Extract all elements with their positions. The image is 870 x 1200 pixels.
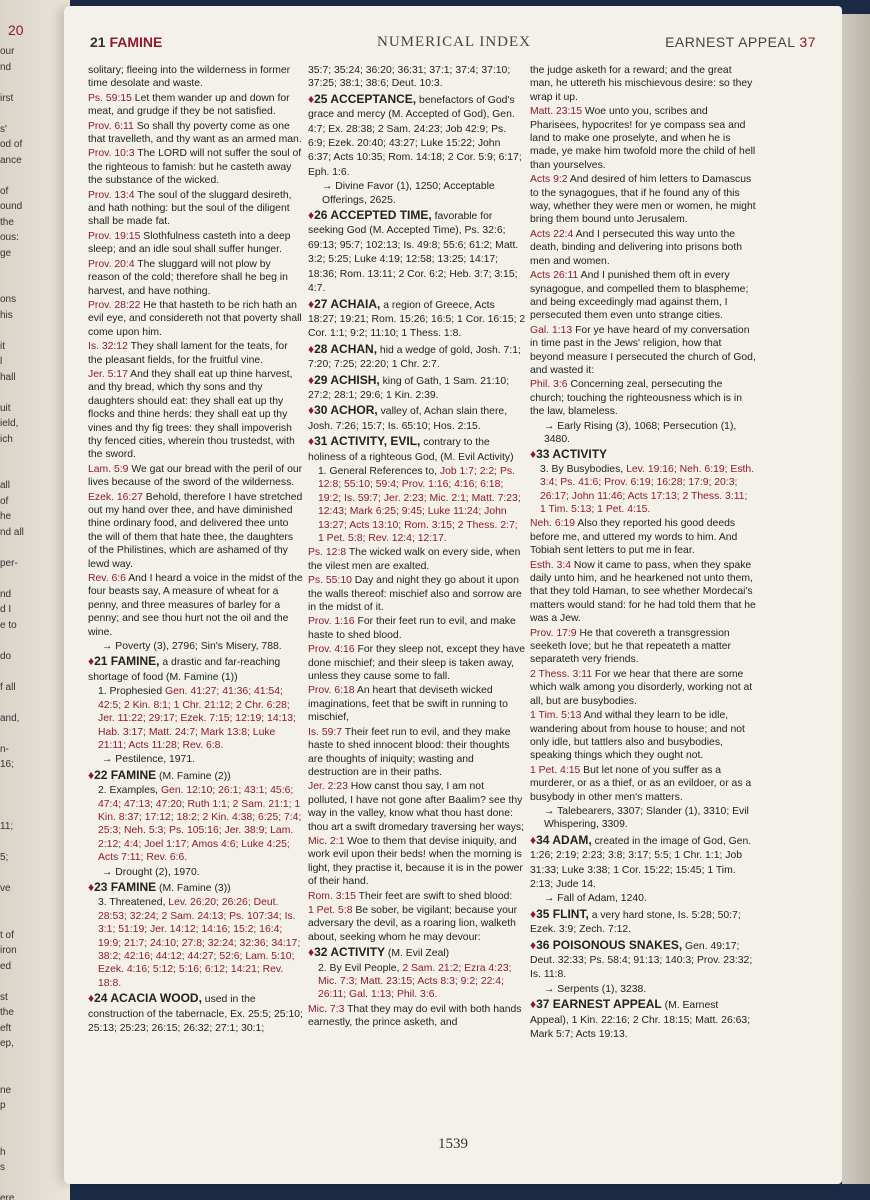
left-page-fragment: t of <box>0 929 14 941</box>
verse-quote <box>308 615 526 642</box>
subentry-label: 2. Examples, <box>98 785 161 797</box>
left-page-fragment: all <box>0 480 11 491</box>
verse-quote <box>88 572 304 639</box>
left-page-fragment: ound <box>0 201 23 212</box>
verse-quote <box>530 105 756 172</box>
page-number: 1539 <box>438 1136 468 1152</box>
diamond-icon: ♦ <box>308 208 315 223</box>
verse-quote <box>530 627 756 667</box>
index-entry-heading <box>88 881 304 895</box>
verse-ref: Ezek. 16:27 <box>88 491 146 503</box>
verse-quote <box>88 230 304 257</box>
index-entry-heading <box>308 374 526 403</box>
left-page-fragment: it <box>0 340 5 352</box>
diamond-icon: ♦ <box>308 945 315 960</box>
left-page-fragment: nd all <box>0 526 24 538</box>
verse-text: And they shall eat up thine harvest, and thy bread, which thy sons and thy daughters should eat: they shall eat up thy flocks and thine herds: they shall eat up thy vines and thy fig trees: they shall impoverish thy fenced cities, wherein thou trustedst, with the sword. <box>88 368 295 461</box>
verse-ref: Prov. 6:18 <box>308 685 357 697</box>
verse-ref: Mic. 2:1 <box>308 835 348 847</box>
entry-description: (M. Earnest Appeal), 1 Kin. 22:16; 2 Chr. 18:15; Matt. 26:63; Mark 5:7; Acts 19:13. <box>530 1000 751 1041</box>
left-page-number: 20 <box>8 22 24 38</box>
verse-ref: Acts 9:2 <box>530 174 570 186</box>
index-entry-heading <box>308 93 526 179</box>
verse-text: Now it came to pass, when they spake daily unto him, and he hearkened not unto them, that they told Haman, to see whether Mordecai's matters would stand: for he had told them that he was a Jew. <box>530 559 756 625</box>
header-left-title: FAMINE <box>109 34 163 50</box>
index-subentry <box>88 784 304 864</box>
left-page-fragment: ance <box>0 154 22 166</box>
subentry-refs: Lev. 19:16; Neh. 6:19; Esth. 3:4; Ps. 41:6; Prov. 6:19; 16:28; 17:9; 20:3; 26:17; John 11:46; Acts 17:13; 2 Thess. 3:11; 1 Tim. 5:13; 1 Pet. 4:15. <box>540 463 755 515</box>
cross-reference: → Poverty (3), 2796; Sin's Misery, 788. <box>102 641 282 653</box>
verse-quote <box>308 835 526 889</box>
verse-text: He that hasteth to be rich hath an evil eye, and considereth not that poverty shall come upon him. <box>88 299 302 338</box>
verse-text: The soul of the sluggard desireth, and hath nothing: but the soul of the diligent shall be made fat. <box>88 189 292 228</box>
verse-quote <box>88 368 304 462</box>
verse-quote <box>308 643 526 683</box>
left-page-fragment: ed <box>0 960 12 972</box>
subentry-label: 3. Threatened, <box>98 897 169 909</box>
verse-quote <box>88 299 304 339</box>
left-page-fragment: our <box>0 46 15 57</box>
left-page-fragment: 5; <box>0 852 9 863</box>
index-subentry <box>530 463 756 517</box>
left-page-fragment: f all <box>0 681 16 693</box>
verse-ref: Rom. 3:15 <box>308 890 359 902</box>
diamond-icon: ♦ <box>88 767 95 782</box>
column-2 <box>308 64 526 1031</box>
index-entry-heading <box>308 209 526 295</box>
verse-text: And I heard a voice in the midst of the four beasts say, A measure of wheat for a penny, and three measures of barley for a penny; and see thou hurt not the oil and the wine. <box>88 573 303 638</box>
verse-ref: Acts 26:11 <box>530 270 581 282</box>
index-subentry <box>308 465 526 545</box>
left-page-fragment: od of <box>0 139 23 150</box>
page-edge <box>842 14 870 1184</box>
diamond-icon: ♦ <box>530 906 537 921</box>
verse-text: So shall thy poverty come as one that travelleth, and thy want as an armed man. <box>88 120 302 146</box>
verse-ref: Is. 59:7 <box>308 726 345 738</box>
left-page-fragment: ich <box>0 433 13 445</box>
left-page-fragment: st <box>0 991 8 1003</box>
diamond-icon: ♦ <box>88 991 95 1006</box>
verse-ref: Rev. 6:6 <box>88 573 129 585</box>
diamond-icon: ♦ <box>88 654 95 669</box>
entry-title: 30 ACHOR, <box>314 403 378 418</box>
verse-quote <box>308 904 526 944</box>
verse-ref: Ps. 12:8 <box>308 547 349 559</box>
left-page-fragment: ve <box>0 883 11 894</box>
verse-text: For ye have heard of my conversation in time past in the Jews' religion, how that beyond measure I persecuted the church of God, and wasted it: <box>530 324 756 376</box>
verse-ref: Phil. 3:6 <box>530 379 571 391</box>
index-entry-heading <box>530 834 756 892</box>
verse-ref: Prov. 13:4 <box>88 189 138 201</box>
entry-title: 23 FAMINE <box>94 879 157 894</box>
entry-description: created in the image of God, Gen. 1:26; 2:19; 2:23; 3:8; 3:17; 5:5; 1 Chr. 1:1; Job 31:33; Luke 3:38; 1 Cor. 15:22; 15:45; 1 Tim. 2:13; Jude 14. <box>530 835 752 890</box>
index-entry-heading <box>530 908 756 937</box>
verse-text: The wicked walk on every side, when the vilest men are exalted. <box>308 547 521 572</box>
index-subentry <box>308 962 526 1002</box>
text-continuation: 35:7; 35:24; 36:20; 36:31; 37:1; 37:4; 37:10; 37:25; 38:1; 38:6; Deut. 10:3. <box>308 65 511 90</box>
left-page-fragment: do <box>0 650 12 662</box>
entry-title: 37 EARNEST APPEAL <box>536 997 662 1012</box>
entry-description: valley of, Achan slain there, Josh. 7:26; 15:7; Is. 65:10; Hos. 2:15. <box>308 406 508 432</box>
verse-text: Woe to them that devise iniquity, and work evil upon their beds! when the morning is light, they practise it, because it is in the power of their hand. <box>308 835 523 888</box>
subentry-label: 3. By Busybodies, <box>540 463 627 475</box>
verse-quote <box>88 189 304 229</box>
left-page-fragment: iron <box>0 945 17 956</box>
entry-title: 34 ADAM, <box>536 832 592 847</box>
verse-quote <box>308 684 526 724</box>
entry-title: 26 ACCEPTED TIME, <box>314 208 432 223</box>
verse-ref: Prov. 17:9 <box>530 627 580 639</box>
verse-ref: Prov. 20:4 <box>88 258 138 270</box>
verse-quote <box>530 764 756 804</box>
verse-quote <box>530 559 756 626</box>
verse-text: And withal they learn to be idle, wandering about from house to house; and not only idle, but tattlers also and busybodies, speaking things which they ought not. <box>530 710 745 762</box>
entry-title: 22 FAMINE <box>94 767 157 782</box>
verse-text: The sluggard will not plow by reason of the cold; therefore shall he beg in harvest, and have nothing. <box>88 258 288 297</box>
entry-description: king of Gath, 1 Sam. 21:10; 27:2; 28:1; 29:6; 1 Kin. 2:39. <box>308 375 510 401</box>
index-entry-heading <box>530 998 756 1041</box>
cross-reference: → Early Rising (3), 1068; Persecution (1), 3480. <box>544 420 737 445</box>
verse-quote <box>88 340 304 367</box>
verse-text: For their feet run to evil, and make haste to shed blood. <box>308 616 516 641</box>
cross-reference: → Serpents (1), 3238. <box>544 983 647 995</box>
index-entry-heading <box>88 655 304 684</box>
verse-ref: Prov. 28:22 <box>88 299 144 311</box>
text-continuation: the judge asketh for a reward; and the great man, he uttereth his mischievous desire: so they wrap it up. <box>530 65 753 103</box>
verse-ref: 1 Tim. 5:13 <box>530 710 584 722</box>
left-page-fragment: h <box>0 1146 6 1158</box>
entry-description: favorable for seeking God (M. Accepted Time), Ps. 32:6; 69:13; 95:7; 102:13; Is. 49:8; 55:6; 61:2; Matt. 3:2; 5:25; Luke 4:19; 12:58; 13:25; 14:17; 18:36; Rom. 13:11; 2 Cor. 6:2; Heb. 3:7; 3:15; 4:7. <box>308 211 519 295</box>
verse-quote <box>530 228 756 268</box>
left-page-fragment: ne <box>0 1084 12 1096</box>
diamond-icon: ♦ <box>308 341 315 356</box>
column-1 <box>88 64 304 1036</box>
entry-title: 28 ACHAN, <box>314 341 378 356</box>
index-entry-heading <box>530 448 756 461</box>
verse-ref: Jer. 2:23 <box>308 781 351 793</box>
verse-ref: Ps. 59:15 <box>88 92 135 104</box>
left-page-fragment: ons <box>0 294 17 305</box>
left-page-fragment: ge <box>0 247 12 259</box>
verse-text: Let them wander up and down for meat, and grudge if they be not satisfied. <box>88 92 290 118</box>
verse-quote <box>308 546 526 573</box>
diamond-icon: ♦ <box>308 403 315 418</box>
verse-text: For we hear that there are some which walk among you disorderly, working not at all, but are busybodies. <box>530 668 753 707</box>
index-entry-heading <box>530 939 756 982</box>
verse-ref: 1 Pet. 4:15 <box>530 764 584 776</box>
left-page-fragment: d I <box>0 604 12 615</box>
left-page-fragment: s <box>0 1162 5 1173</box>
entry-description: a very hard stone, Is. 5:28; 50:7; Ezek. 3:9; Zech. 7:12. <box>530 909 741 936</box>
left-page-fragment: e to <box>0 619 17 631</box>
verse-quote <box>308 726 526 780</box>
verse-quote <box>308 890 526 903</box>
subentry-refs: Gen. 12:10; 26:1; 43:1; 45:6; 47:4; 47:13; 47:20; Ruth 1:1; 2 Sam. 21:1; 1 Kin. 8:37; 17:12; 18:2; 2 Kin. 4:38; 6:25; 7:4; 25:3; Neh. 5:3; Ps. 105:16; Jer. 38:9; Lam. 2:12; 4:4; Joel 1:17; Amos 4:6; Luke 4:25; Acts 7:11; Rev. 6:6. <box>98 785 302 864</box>
verse-text: Also they reported his good deeds before me, and uttered my words to him. And Tobiah sent letters to put me in fear. <box>530 518 738 557</box>
diamond-icon: ♦ <box>88 879 95 894</box>
verse-text: That they may do evil with both hands earnestly, the prince asketh, and <box>308 1003 522 1029</box>
verse-ref: 1 Pet. 5:8 <box>308 904 356 916</box>
left-page-fragment: of <box>0 495 9 507</box>
verse-text: Day and night they go about it upon the walls thereof: mischief also and sorrow are in the midst of it. <box>308 575 522 614</box>
subentry-label: 2. By Evil People, <box>318 962 403 974</box>
cross-reference: → Fall of Adam, 1240. <box>544 893 647 905</box>
verse-text: Behold, therefore I have stretched out my hand over thee, and have diminished thine ordinary food, and delivered thee unto the will of them that hate thee, the daughters of the Philistines, which are ashamed of thy lewd way. <box>88 491 303 570</box>
left-page-fragment: l <box>0 356 3 367</box>
verse-ref: Jer. 5:17 <box>88 368 131 380</box>
header-left-number: 21 <box>90 34 106 50</box>
verse-quote <box>88 120 304 147</box>
left-page-fragment: 11; <box>0 821 14 832</box>
left-page-fragment: of <box>0 185 9 197</box>
index-entry-heading <box>88 992 304 1035</box>
index-subentry <box>88 685 304 752</box>
text-continuation: solitary; fleeing into the wilderness in former time desolate and waste. <box>88 65 291 90</box>
index-entry-heading <box>308 343 526 372</box>
left-page-fragment: per- <box>0 557 18 569</box>
diamond-icon: ♦ <box>308 296 315 311</box>
index-entry-heading <box>308 404 526 433</box>
entry-description: used in the construction of the tabernacle, Ex. 25:5; 25:10; 25:13; 25:23; 26:15; 26:32; 27:1; 30:1; <box>88 994 303 1035</box>
left-page-fragment: ield, <box>0 418 19 429</box>
subentry-refs: Gen. 41:27; 41:36; 41:54; 42:5; 2 Kin. 8:1; 1 Chr. 21:12; 2 Chr. 6:28; Jer. 11:22; 29:17; Ezek. 7:15; 12:19; 14:13; Hab. 3:17; Matt. 24:7; Mark 13:8; Luke 21:11; Acts 11:28; Rev. 6:8. <box>98 686 296 751</box>
verse-text: Be sober, be vigilant; because your adversary the devil, as a roaring lion, walketh about, seeking whom he may devour: <box>308 904 518 943</box>
diamond-icon: ♦ <box>308 434 315 449</box>
cross-reference: → Drought (2), 1970. <box>102 866 200 878</box>
verse-text: An heart that deviseth wicked imaginations, feet that be swift in running to mischief, <box>308 685 508 724</box>
index-entry-heading <box>308 298 526 341</box>
entry-description: hid a wedge of gold, Josh. 7:1; 7:20; 7:25; 22:20; 1 Chr. 2:7. <box>308 344 521 371</box>
entry-title: 29 ACHISH, <box>314 372 380 387</box>
header-right-title: EARNEST APPEAL <box>665 34 796 50</box>
verse-text: And I persecuted this way unto the death, binding and delivering into prisons both men and women. <box>530 228 743 267</box>
diamond-icon: ♦ <box>530 997 537 1012</box>
verse-quote <box>530 324 756 378</box>
subentry-refs: Job 1:7; 2:2; Ps. 12:8; 55:10; 59:4; Prov. 1:16; 4:16; 6:18; 19:2; Is. 59:7; Jer. 2:23; Mic. 2:1; Matt. 7:23; 12:43; Mark 6:25; 9:45; Luke 11:24; John 13:27; Acts 13:10; Rom. 3:15; 2 Thess. 2:7; 1 Pet. 5:8; Rev. 12:4; 12:17. <box>318 465 521 544</box>
verse-ref: Acts 22:4 <box>530 228 576 240</box>
verse-text: But let none of you suffer as a murderer, or as a thief, or as an evildoer, or as a busybody in other men's matters. <box>530 764 752 803</box>
verse-quote <box>88 258 304 298</box>
entry-title: 32 ACTIVITY <box>314 945 386 960</box>
entry-description: contrary to the holiness of a righteous God, (M. Evil Activity) <box>308 437 514 463</box>
verse-quote <box>308 1003 526 1030</box>
verse-quote <box>88 463 304 490</box>
index-entry-heading <box>308 946 526 960</box>
cross-reference: → Talebearers, 3307; Slander (1), 3310; Evil Whispering, 3309. <box>544 805 749 831</box>
left-page-fragment: ere <box>0 1193 15 1200</box>
verse-quote <box>530 668 756 708</box>
verse-quote <box>530 378 756 418</box>
left-page-fragment: he <box>0 511 12 522</box>
header-left <box>90 34 162 50</box>
entry-description: a drastic and far-reaching shortage of food (M. Famine (1)) <box>88 657 281 683</box>
verse-ref: Mic. 7:3 <box>308 1003 348 1015</box>
entry-description: (M. Famine (3)) <box>156 882 231 894</box>
index-entry-heading <box>88 769 304 783</box>
verse-ref: Prov. 1:16 <box>308 616 358 628</box>
verse-ref: Prov. 6:11 <box>88 120 137 132</box>
verse-quote <box>530 517 756 557</box>
left-page-fragment: his <box>0 309 13 321</box>
entry-title: 21 FAMINE, <box>94 654 160 669</box>
verse-ref: Lam. 5:9 <box>88 463 132 475</box>
header-right-number: 37 <box>799 34 816 50</box>
verse-text: Their feet run to evil, and they make haste to shed innocent blood: their thoughts are thoughts of iniquity; wasting and destruction are in their paths. <box>308 726 511 778</box>
entry-title: 27 ACHAIA, <box>314 296 381 311</box>
verse-quote <box>88 92 304 119</box>
verse-ref: Is. 32:12 <box>88 341 131 353</box>
index-entry-heading <box>308 435 526 464</box>
left-page-fragment: ep, <box>0 1038 14 1049</box>
diamond-icon: ♦ <box>308 91 315 106</box>
verse-ref: Ps. 55:10 <box>308 575 355 587</box>
verse-ref: Gal. 1:13 <box>530 324 576 336</box>
verse-text: How canst thou say, I am not polluted, I have not gone after Baalim? see thy way in the valley, know what thou hast done: thou art a swift dromedary traversing her ways; <box>308 781 524 833</box>
verse-text: The LORD will not suffer the soul of the righteous to famish: but he casteth away the substance of the wicked. <box>88 148 302 187</box>
verse-ref: Prov. 19:15 <box>88 230 144 242</box>
verse-quote <box>88 147 304 187</box>
left-page-fragment: irst <box>0 92 14 104</box>
verse-ref: 2 Thess. 3:11 <box>530 668 595 680</box>
verse-quote <box>530 709 756 763</box>
left-page-fragments <box>0 0 70 1200</box>
verse-quote <box>530 269 756 323</box>
column-3 <box>530 64 756 1042</box>
cross-reference: → Pestilence, 1971. <box>102 754 195 766</box>
subentry-label: 1. Prophesied <box>98 686 166 698</box>
header-right <box>584 34 816 50</box>
diamond-icon: ♦ <box>308 372 315 387</box>
verse-ref: Neh. 6:19 <box>530 518 578 530</box>
verse-quote <box>308 574 526 614</box>
verse-text: For they sleep not, except they have done mischief; and their sleep is taken away, unless they cause some to fall. <box>308 644 525 683</box>
left-page-fragment: 16; <box>0 759 14 770</box>
cross-reference: → Divine Favor (1), 1250; Acceptable Offerings, 2625. <box>322 181 495 206</box>
verse-ref: Prov. 4:16 <box>308 644 358 656</box>
verse-text: Concerning zeal, persecuting the church; touching the righteousness which is in the law, blameless. <box>530 379 742 418</box>
verse-ref: Matt. 23:15 <box>530 106 585 118</box>
verse-ref: Esth. 3:4 <box>530 559 574 571</box>
verse-text: Their feet are swift to shed blood: <box>358 890 513 902</box>
entry-description: (M. Famine (2)) <box>156 770 231 782</box>
verse-text: We gat our bread with the peril of our lives because of the sword of the wilderness. <box>88 463 303 489</box>
left-page-fragment: uit <box>0 402 11 414</box>
entry-title: 31 ACTIVITY, EVIL, <box>314 434 421 449</box>
entry-title: 33 ACTIVITY <box>536 447 608 462</box>
left-page-fragment: ous: <box>0 232 19 243</box>
entry-title: 36 POISONOUS SNAKES, <box>536 937 683 952</box>
left-page-fragment: eft <box>0 1022 12 1034</box>
left-page-fragment: nd <box>0 61 12 73</box>
left-page-fragment: p <box>0 1100 6 1111</box>
verse-text: And I punished them oft in every synagogue, and compelled them to blaspheme; and being exceedingly mad against them, I persecuted them even unto strange cities. <box>530 270 749 322</box>
verse-quote <box>88 491 304 571</box>
right-page <box>64 6 842 1184</box>
left-page-fragment: the <box>0 216 14 228</box>
entry-title: 24 ACACIA WOOD, <box>94 991 202 1006</box>
diamond-icon: ♦ <box>530 832 537 847</box>
entry-description: a region of Greece, Acts 18:27; 19:21; Rom. 15:26; 16:5; 1 Cor. 16:15; 2 Cor. 1:1; 9:2; 11:10; 1 Thess. 1:8. <box>308 299 526 340</box>
left-page-fragment: nd <box>0 588 12 600</box>
index-subentry <box>88 896 304 990</box>
diamond-icon: ♦ <box>530 447 537 462</box>
entry-description: benefactors of God's grace and mercy (M. Accepted of God), Gen. 4:7; Ex. 28:38; 2 Sam. 24:23; Job 42:9; Ps. 6:9; Ezek. 20:40; 43:27; Luke 15:22; John 6:37; Acts 10:35; Rom. 14:18; 2 Cor. 5:9; 6:17; Eph. 1:6. <box>308 94 522 178</box>
verse-text: He that covereth a transgression seeketh love; but he that repeateth a matter separateth very friends. <box>530 627 732 666</box>
verse-quote <box>530 173 756 227</box>
entry-title: 25 ACCEPTANCE, <box>314 91 417 106</box>
left-page-fragment: hall <box>0 371 16 383</box>
verse-text: Woe unto you, scribes and Pharisees, hypocrites! for ye compass sea and land to make one proselyte, and when he is made, ye make him twofold more the child of hell than yourselves. <box>530 106 756 171</box>
verse-text: They shall lament for the teats, for the pleasant fields, for the fruitful vine. <box>88 341 288 366</box>
left-page-fragment: s' <box>0 123 7 135</box>
header-center-title: NUMERICAL INDEX <box>376 34 531 50</box>
subentry-refs: 2 Sam. 21:2; Ezra 4:23; Mic. 7:3; Matt. 23:15; Acts 8:3; 9:2; 22:4; 26:11; Gal. 1:13; Phil. 3:6. <box>318 962 512 1001</box>
subentry-label: 1. General References to, <box>318 465 440 477</box>
entry-description: (M. Evil Zeal) <box>385 948 450 960</box>
entry-title: 35 FLINT, <box>536 906 589 921</box>
subentry-refs: Lev. 26:20; 26:26; Deut. 28:53; 32:24; 2 Sam. 24:13; Ps. 107:34; Is. 3:1; 51:19; Jer. 14:12; 14:16; 15:2; 16:4; 19:9; 21:7; 24:10; 27:8; 32:24; 32:36; 34:17; 38:2; 42:16; 44:12; 44:27; 52:6; Lam. 5:10; Ezek. 4:16; 5:12; 5:16; 6:12; 14:21; Rev. 18:8. <box>98 897 301 989</box>
diamond-icon: ♦ <box>530 937 537 952</box>
left-page-fragment: the <box>0 1007 14 1018</box>
left-page <box>0 0 70 1200</box>
left-page-fragment: and, <box>0 712 20 724</box>
verse-ref: Prov. 10:3 <box>88 148 138 160</box>
entry-description: Gen. 49:17; Deut. 32:33; Ps. 58:4; 91:13; 140:3; Prov. 23:32; Is. 11:8. <box>530 940 753 981</box>
verse-text: And desired of him letters to Damascus to the synagogues, that if he found any of this way, whether they were men or women, he might bring them bound unto Jerusalem. <box>530 174 756 226</box>
verse-quote <box>308 780 526 834</box>
left-page-fragment: n- <box>0 743 9 755</box>
verse-text: Slothfulness casteth into a deep sleep; and an idle soul shall suffer hunger. <box>88 230 291 256</box>
